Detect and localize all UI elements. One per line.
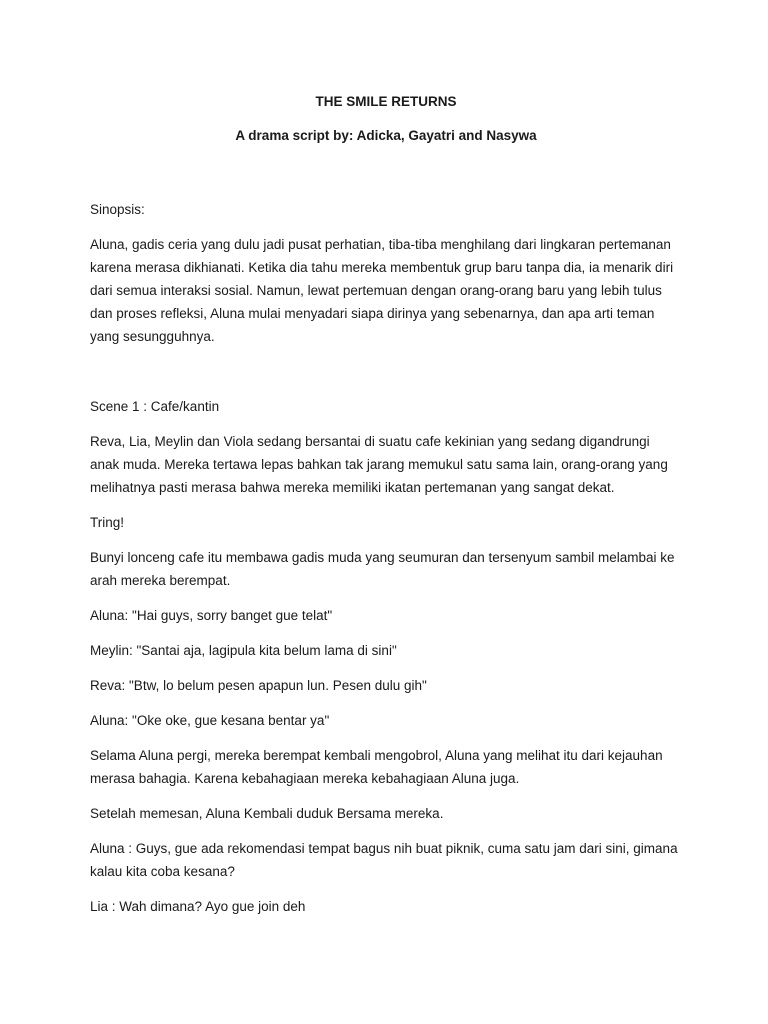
script-paragraph: Bunyi lonceng cafe itu membawa gadis muda yang seumuran dan tersenyum sambil melambai ke arah mereka berempat.	[90, 550, 675, 588]
script-paragraph: Selama Aluna pergi, mereka berempat kembali mengobrol, Aluna yang melihat itu dari kejauhan merasa bahagia. Karena kebahagiaan mereka kebahagiaan Aluna juga.	[90, 748, 663, 786]
synopsis-text: Aluna, gadis ceria yang dulu jadi pusat perhatian, tiba-tiba menghilang dari lingkaran pertemanan karena merasa dikhianati. Ketika dia tahu mereka membentuk grup baru tanpa dia, ia menarik diri dari semua interaksi sosial. Namun, lewat pertemuan dengan orang-orang baru yang lebih tulus dan proses refleksi, Aluna mulai menyadari siapa dirinya yang sebenarnya, dan apa arti teman yang sesungguhnya.	[90, 237, 674, 344]
script-paragraph: Tring!	[90, 515, 125, 530]
dialogue-line: Aluna : Guys, gue ada rekomendasi tempat bagus nih buat piknik, cuma satu jam dari sini, gimana kalau kita coba kesana?	[90, 841, 678, 879]
script-authors: A drama script by: Adicka, Gayatri and Nasywa	[235, 128, 537, 143]
scene-heading: Scene 1 : Cafe/kantin	[90, 399, 220, 414]
synopsis-label: Sinopsis:	[90, 202, 145, 217]
dialogue-line: Aluna: "Oke oke, gue kesana bentar ya"	[90, 713, 330, 728]
dialogue-line: Aluna: "Hai guys, sorry banget gue telat"	[90, 608, 333, 623]
dialogue-line: Lia : Wah dimana? Ayo gue join deh	[90, 899, 306, 914]
script-paragraph: Reva, Lia, Meylin dan Viola sedang bersantai di suatu cafe kekinian yang sedang digandrungi anak muda. Mereka tertawa lepas bahkan tak jarang memukul satu sama lain, orang-orang yang melihatnya pasti merasa bahwa mereka memiliki ikatan pertemanan yang sangat dekat.	[90, 434, 668, 495]
script-title: THE SMILE RETURNS	[315, 94, 457, 109]
dialogue-line: Meylin: "Santai aja, lagipula kita belum lama di sini"	[90, 643, 397, 658]
dialogue-line: Reva: "Btw, lo belum pesen apapun lun. Pesen dulu gih"	[90, 678, 427, 693]
script-paragraph: Setelah memesan, Aluna Kembali duduk Bersama mereka.	[90, 806, 444, 821]
document-body	[90, 92, 682, 930]
section-spacer	[90, 360, 682, 395]
